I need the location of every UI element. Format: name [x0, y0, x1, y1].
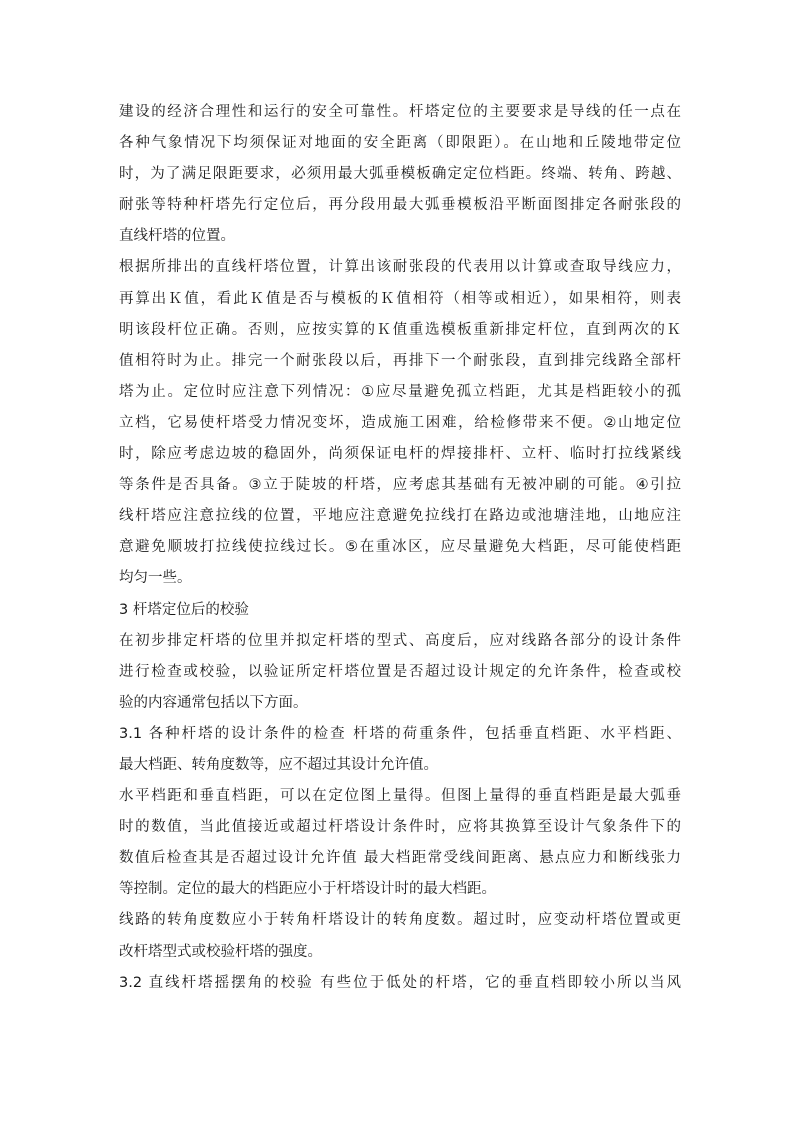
text-line: 等条件是否具备。③立于陡坡的杆塔，应考虑其基础有无被冲刷的可能。④引拉: [119, 477, 681, 494]
text-line: 直线杆塔的位置。: [119, 228, 235, 245]
text-line: 最大档距、转角度数等，应不超过其设计允许值。: [119, 756, 438, 773]
text-line: 根据所排出的直线杆塔位置，计算出该耐张段的代表用以计算或查取导线应力，: [119, 259, 681, 276]
text-line: 验的内容通常包括以下方面。: [119, 694, 308, 711]
text-line: 等控制。定位的最大的档距应小于杆塔设计时的最大档距。: [119, 881, 496, 898]
text-line: 进行检查或校验，以验证所定杆塔位置是否超过设计规定的允许条件，检查或校: [119, 663, 681, 680]
text-line: 线杆塔应注意拉线的位置，平地应注意避免拉线打在路边或池塘洼地，山地应注: [119, 508, 681, 525]
text-line: 数值后检查其是否超过设计允许值 最大档距常受线间距离、悬点应力和断线张力: [119, 850, 681, 867]
text-line: 水平档距和垂直档距，可以在定位图上量得。但图上量得的垂直档距是最大弧垂: [119, 788, 681, 805]
text-line: 时，为了满足限距要求，必须用最大弧垂模板确定定位档距。终端、转角、跨越、: [119, 166, 681, 183]
text-line: 线路的转角度数应小于转角杆塔设计的转角度数。超过时，应变动杆塔位置或更: [119, 912, 681, 929]
text-line: 时的数值，当此值接近或超过杆塔设计条件时，应将其换算至设计气象条件下的: [119, 819, 681, 836]
text-line: 明该段杆位正确。否则，应按实算的Ｋ值重选模板重新排定杆位，直到两次的Ｋ: [119, 321, 681, 338]
text-line: 在初步排定杆塔的位里并拟定杆塔的型式、高度后，应对线路各部分的设计条件: [119, 632, 681, 649]
text-line: 立档，它易使杆塔受力情况变坏，造成施工困难，给检修带来不便。②山地定位: [119, 414, 681, 431]
text-line: 值相符时为止。排完一个耐张段以后，再排下一个耐张段，直到排完线路全部杆: [119, 352, 681, 369]
text-line: 塔为止。定位时应注意下列情况：①应尽量避免孤立档距，尤其是档距较小的孤: [119, 383, 681, 400]
text-line: 均匀一些。: [119, 570, 192, 587]
text-line: 时，除应考虑边坡的稳固外，尚须保证电杆的焊接排杆、立杆、临时打拉线紧线: [119, 446, 681, 463]
subsection-line: 3.1 各种杆塔的设计条件的检查 杆塔的荷重条件，包括垂直档距、水平档距、: [119, 725, 681, 742]
text-line: 建设的经济合理性和运行的安全可靠性。杆塔定位的主要要求是导线的任一点在: [119, 104, 681, 120]
document-body: [119, 97, 681, 999]
text-line: 耐张等特种杆塔先行定位后，再分段用最大弧垂模板沿平断面图排定各耐张段的: [119, 197, 681, 214]
text-line: 再算出Ｋ值，看此Ｋ值是否与模板的Ｋ值相符（相等或相近），如果相符，则表: [119, 290, 681, 307]
text-line: 各种气象情况下均须保证对地面的安全距离（即限距）。在山地和丘陵地带定位: [119, 135, 681, 152]
text-line: 意避免顺坡打拉线使拉线过长。⑤在重冰区，应尽量避免大档距，尽可能使档距: [119, 539, 681, 556]
section-heading: 3 杆塔定位后的校验: [119, 601, 249, 618]
text-line: 改杆塔型式或校验杆塔的强度。: [119, 943, 322, 960]
subsection-line: 3.2 直线杆塔摇摆角的校验 有些位于低处的杆塔，它的垂直档即较小所以当风: [119, 974, 681, 991]
